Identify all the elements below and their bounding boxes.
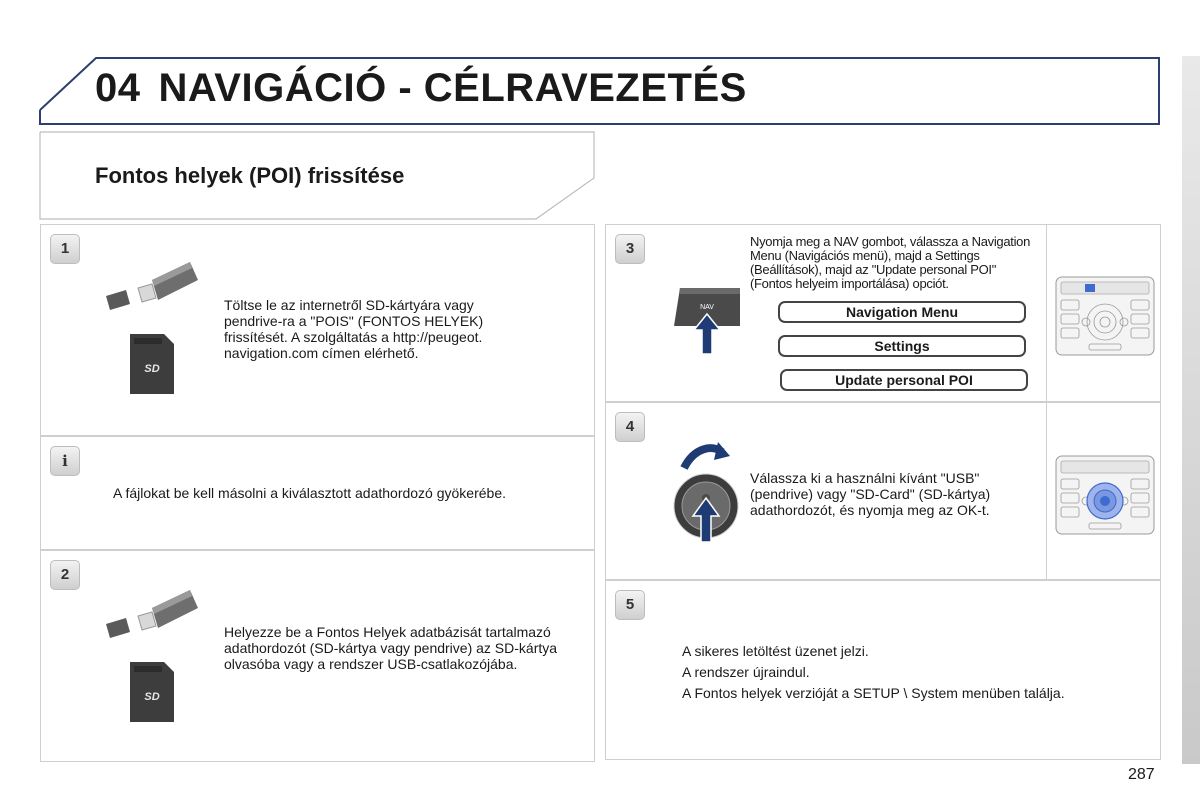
step-2-text: Helyezze be a Fontos Helyek adatbázisát tartalmazó adathordozót (SD-kártya vagy pendrive) az SD-kártya olvasóba vagy a rendszer USB-csatlakozójába. bbox=[224, 624, 558, 672]
radio-unit-icon bbox=[1055, 276, 1155, 356]
step-1-badge: 1 bbox=[50, 234, 80, 264]
svg-text:SD: SD bbox=[144, 691, 160, 703]
usb-stick-icon bbox=[100, 258, 200, 318]
info-text: A fájlokat be kell másolni a kiválasztott adathordozó gyökerébe. bbox=[113, 485, 507, 501]
step-1-text: Töltse le az internetről SD-kártyára vagy pendrive-ra a "POIS" (FONTOS HELYEK) frissítését. A szolgáltatás a http://peugeot. navigation.com címen elérhető. bbox=[224, 297, 484, 361]
rotary-ok-knob-icon bbox=[668, 438, 748, 546]
step-5-line-3: A Fontos helyek verzióját a SETUP \ System menüben találja. bbox=[682, 685, 1065, 701]
step-3-badge: 3 bbox=[615, 234, 645, 264]
step-4-text: Válassza ki a használni kívánt "USB" (pendrive) vagy "SD-Card" (SD-kártya) adathordozót, és nyomja meg az OK-t. bbox=[750, 470, 991, 518]
nav-button-icon bbox=[670, 284, 744, 356]
step-4-badge: 4 bbox=[615, 412, 645, 442]
menu-update-personal-poi[interactable]: Update personal POI bbox=[780, 369, 1028, 391]
step-4-divider bbox=[1046, 402, 1047, 580]
usb-stick-icon bbox=[100, 586, 200, 646]
step-3-divider bbox=[1046, 224, 1047, 402]
step-5-line-1: A sikeres letöltést üzenet jelzi. bbox=[682, 643, 869, 659]
svg-text:SD: SD bbox=[144, 363, 160, 375]
step-5-line-2: A rendszer újraindul. bbox=[682, 664, 810, 680]
sd-card-icon bbox=[128, 332, 176, 396]
menu-settings[interactable]: Settings bbox=[778, 335, 1026, 357]
info-badge: i bbox=[50, 446, 80, 476]
radio-unit-icon bbox=[1055, 455, 1155, 535]
menu-navigation-menu[interactable]: Navigation Menu bbox=[778, 301, 1026, 323]
chapter-title-text: NAVIGÁCIÓ - CÉLRAVEZETÉS bbox=[158, 66, 747, 110]
step-5-badge: 5 bbox=[615, 590, 645, 620]
step-2-badge: 2 bbox=[50, 560, 80, 590]
step-3-text: Nyomja meg a NAV gombot, válassza a Navigation Menu (Navigációs menü), majd a Settings (Beállítások), majd az "Update personal POI" (Fontos helyeim importálása) opciót. bbox=[750, 234, 1031, 291]
page-number: 287 bbox=[1128, 766, 1155, 783]
section-title: Fontos helyek (POI) frissítése bbox=[95, 163, 405, 188]
sd-card-icon bbox=[128, 660, 176, 724]
chapter-title bbox=[95, 66, 747, 111]
svg-text:NAV: NAV bbox=[700, 304, 714, 311]
chapter-number: 04 bbox=[95, 66, 141, 110]
page-side-strip bbox=[1182, 56, 1200, 764]
